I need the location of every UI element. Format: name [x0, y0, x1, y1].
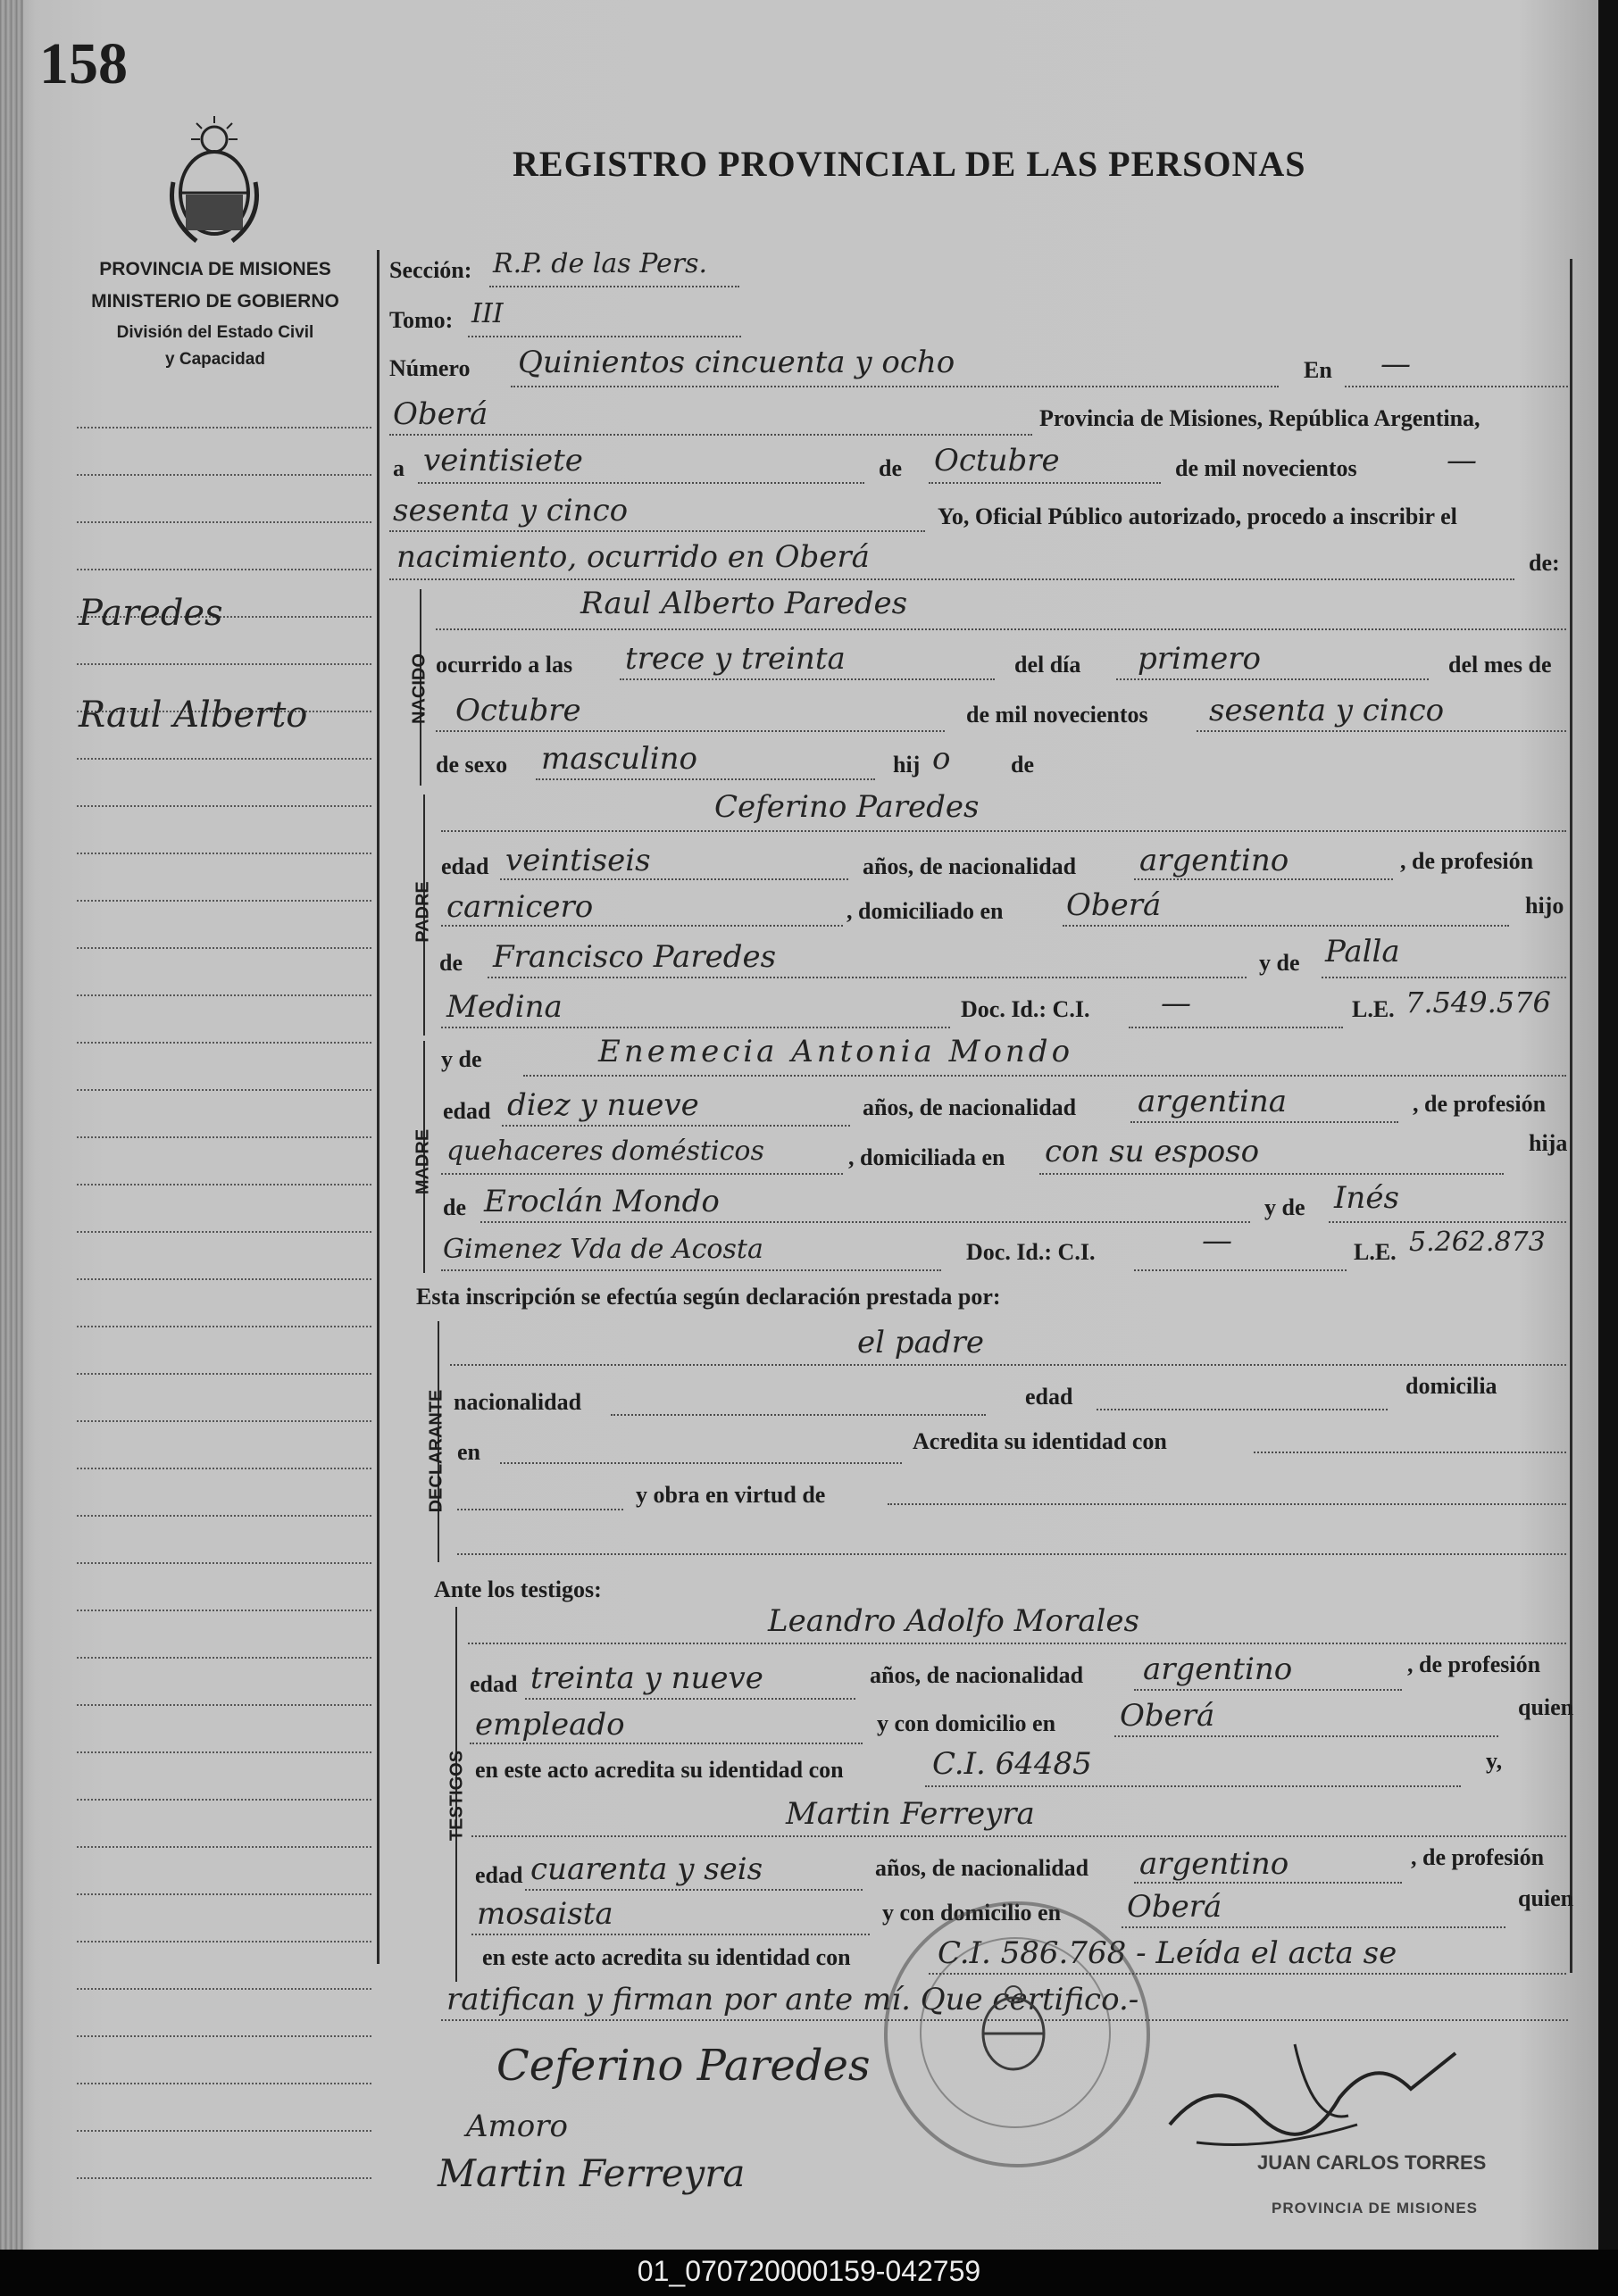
t1-nac-label: años, de nacionalidad — [870, 1662, 1084, 1688]
madre-hija-label: hija — [1529, 1130, 1568, 1156]
margin-line — [77, 1136, 371, 1138]
madre-yde2-label: y de — [1264, 1194, 1305, 1220]
signature-witness: Martin Ferreyra — [438, 2151, 746, 2195]
margin-surname: Paredes — [79, 593, 223, 634]
month-line — [929, 482, 1161, 484]
padre-edad-label: edad — [441, 853, 489, 879]
madre-mother-value: Inés — [1334, 1180, 1399, 1216]
page-number: 158 — [39, 31, 128, 96]
seccion-label: Sección: — [389, 257, 472, 283]
margin-line — [77, 1799, 371, 1801]
t2-nac-line — [1134, 1882, 1402, 1884]
margin-line — [77, 474, 371, 476]
margin-line — [77, 663, 371, 665]
year-value: sesenta y cinco — [393, 493, 629, 528]
testigos-section-label: TESTIGOS — [446, 1750, 467, 1842]
t2-doc-value: C.I. 586.768 - Leída el acta se — [938, 1935, 1397, 1971]
seccion-line — [489, 286, 739, 287]
declarante-extra-line — [457, 1553, 1566, 1555]
t2-quien-label: quien — [1518, 1885, 1574, 1911]
dia-label: del día — [1014, 652, 1081, 678]
nacido-name: Raul Alberto Paredes — [580, 586, 908, 621]
t2-edad-line — [525, 1889, 863, 1891]
madre-edad-value: diez y nueve — [507, 1087, 699, 1123]
t2-prof-line — [471, 1934, 870, 1935]
madre-doc-label: Doc. Id.: C.I. — [966, 1239, 1096, 1265]
ante-testigos-label: Ante los testigos: — [434, 1576, 602, 1602]
t2-prof-value: mosaista — [477, 1896, 613, 1932]
oficial-text: Yo, Oficial Público autorizado, procedo a inscribir el — [938, 503, 1457, 529]
madre-mother-value2: Gimenez Vda de Acosta — [443, 1234, 763, 1265]
official-name: JUAN CARLOS TORRES — [1257, 2151, 1487, 2174]
scan-filename: 01_070720000159-042759 — [637, 2255, 981, 2287]
signature-amoro: Amoro — [466, 2109, 568, 2144]
margin-line — [77, 1184, 371, 1185]
madre-name-line — [523, 1075, 1566, 1077]
month-value: Octubre — [934, 443, 1060, 478]
t2-edad-value: cuarenta y seis — [530, 1851, 763, 1887]
madre-name: Enemecia Antonia Mondo — [598, 1034, 1074, 1069]
t1-nac-value: argentino — [1143, 1651, 1293, 1687]
place-value: Oberá — [393, 396, 488, 432]
t1-edad-label: edad — [470, 1671, 518, 1697]
margin-line — [77, 853, 371, 854]
declarante-virtud-line — [888, 1503, 1566, 1505]
margin-line — [77, 427, 371, 428]
seccion-value: R.P. de las Pers. — [493, 248, 708, 279]
padre-doc-line — [1129, 1027, 1343, 1028]
padre-name: Ceferino Paredes — [714, 789, 980, 825]
declarante-en-label: en — [457, 1439, 480, 1465]
padre-nac-label: años, de nacionalidad — [863, 853, 1077, 879]
declarante-edad-line — [1097, 1409, 1388, 1410]
t2-dom-value: Oberá — [1127, 1889, 1222, 1925]
margin-line — [77, 1373, 371, 1375]
padre-dom-line — [1063, 925, 1509, 927]
declarante-nac-line — [611, 1414, 986, 1416]
margin-line — [77, 1562, 371, 1564]
acto-value: nacimiento, ocurrido en Oberá — [396, 539, 870, 575]
province-text: Provincia de Misiones, República Argentina, — [1039, 405, 1480, 431]
sexo-value: masculino — [541, 741, 698, 777]
declarante-virtud-line-left — [457, 1509, 623, 1510]
padre-father-line — [488, 977, 1247, 978]
t1-prof-value: empleado — [475, 1707, 625, 1743]
tomo-value: III — [471, 298, 504, 329]
t1-quien-label: quien — [1518, 1694, 1574, 1720]
madre-le-value: 5.262.873 — [1409, 1227, 1546, 1258]
signature-father: Ceferino Paredes — [496, 2041, 871, 2091]
padre-mother-value: Palla — [1325, 934, 1400, 969]
madre-nac-line — [1130, 1121, 1398, 1123]
mes-label: del mes de — [1448, 652, 1552, 678]
anio-value: sesenta y cinco — [1209, 693, 1445, 728]
madre-prof-value: quehaceres domésticos — [446, 1136, 764, 1167]
mes-value: Octubre — [455, 693, 581, 728]
margin-line — [77, 1042, 371, 1044]
anio-line — [1197, 730, 1566, 732]
margin-line — [77, 1704, 371, 1706]
padre-doc-value: — — [1161, 986, 1191, 1021]
madre-nac-label: años, de nacionalidad — [863, 1094, 1077, 1120]
margin-line — [77, 2035, 371, 2037]
madre-prof-line — [441, 1173, 843, 1175]
division-name-2: y Capacidad — [165, 350, 265, 369]
madre-dom-label: , domiciliada en — [848, 1144, 1005, 1170]
padre-name-line — [441, 830, 1566, 832]
nacido-section-label: NACIDO — [409, 653, 430, 724]
margin-line — [77, 521, 371, 523]
t1-dom-value: Oberá — [1120, 1698, 1215, 1734]
padre-section-label: PADRE — [413, 881, 433, 943]
province-name: PROVINCIA DE MISIONES — [99, 259, 331, 279]
book-spine — [0, 0, 23, 2250]
t1-prof-label: , de profesión — [1407, 1651, 1541, 1677]
hora-value: trece y treinta — [625, 641, 846, 677]
margin-given-names: Raul Alberto — [79, 695, 308, 736]
declarant-value: el padre — [857, 1325, 984, 1360]
t1-y-label: y, — [1486, 1748, 1503, 1774]
t1-nac-line — [1134, 1689, 1402, 1691]
year-line — [389, 530, 925, 532]
dia-line — [1116, 678, 1429, 680]
madre-mother-line — [1329, 1221, 1566, 1223]
day-value: veintisiete — [423, 443, 583, 478]
t1-dom-line — [1114, 1735, 1498, 1737]
place-line — [389, 434, 1032, 436]
margin-line — [77, 1468, 371, 1469]
padre-doc-label: Doc. Id.: C.I. — [961, 996, 1090, 1022]
margin-line — [77, 2177, 371, 2179]
madre-father-line — [480, 1221, 1250, 1223]
declarante-acredita-line — [1254, 1452, 1566, 1453]
padre-mother-line — [1322, 977, 1566, 978]
margin-line — [77, 1420, 371, 1422]
madre-yde-label: y de — [441, 1046, 482, 1072]
padre-yde-label: y de — [1259, 950, 1300, 976]
margin-line — [77, 900, 371, 902]
t1-doc-value: C.I. 64485 — [932, 1746, 1092, 1782]
seal-emblem-icon — [964, 1982, 1063, 2080]
t1-acredita-label: en este acto acredita su identidad con — [475, 1757, 844, 1783]
nacido-de-label: de — [1011, 752, 1034, 778]
padre-mother-value2: Medina — [446, 989, 563, 1025]
official-signature-scribble-icon — [1161, 2017, 1482, 2160]
madre-dom-value: con su esposo — [1045, 1134, 1260, 1169]
mil-value: — — [1447, 443, 1477, 478]
margin-line — [77, 569, 371, 570]
t1-name-line — [468, 1643, 1566, 1644]
declarant-line — [450, 1364, 1566, 1366]
division-name: División del Estado Civil — [116, 323, 314, 342]
madre-father-value: Eroclán Mondo — [484, 1184, 720, 1219]
margin-line — [77, 1231, 371, 1233]
de-end-label: de: — [1529, 550, 1560, 576]
document-title: REGISTRO PROVINCIAL DE LAS PERSONAS — [513, 144, 1306, 184]
margin-line — [77, 1278, 371, 1280]
t1-prof-line — [470, 1743, 863, 1744]
t2-dom-line — [1122, 1926, 1505, 1928]
de-label: de — [879, 455, 902, 481]
madre-nac-value: argentina — [1138, 1084, 1288, 1119]
margin-line — [77, 2083, 371, 2084]
dia-value: primero — [1138, 641, 1261, 677]
padre-edad-line — [500, 878, 848, 880]
declarante-domicilia-label: domicilia — [1405, 1373, 1497, 1399]
padre-le-value: 7.549.576 — [1405, 986, 1551, 1019]
margin-line — [77, 1515, 371, 1517]
t1-doc-line — [925, 1785, 1461, 1787]
madre-section-label: MADRE — [413, 1128, 433, 1195]
padre-de-label: de — [439, 950, 463, 976]
en-line — [1345, 386, 1568, 387]
padre-prof-value: carnicero — [446, 889, 594, 925]
padre-nac-value: argentino — [1139, 843, 1289, 878]
margin-line — [77, 2130, 371, 2132]
margin-line — [77, 1941, 371, 1942]
closing-text: ratifican y firman por ante mí. Que certifico.- — [446, 1982, 1139, 2017]
declarante-virtud-label: y obra en virtud de — [636, 1482, 826, 1508]
madre-le-label: L.E. — [1354, 1239, 1397, 1265]
madre-edad-label: edad — [443, 1098, 491, 1124]
hora-line — [620, 678, 995, 680]
madre-de-label: de — [443, 1194, 466, 1220]
sexo-line — [536, 778, 875, 780]
margin-line — [77, 758, 371, 760]
hij-label: hij — [893, 752, 921, 778]
padre-prof-line — [441, 925, 843, 927]
t2-name: Martin Ferreyra — [786, 1796, 1035, 1832]
ocurrido-label: ocurrido a las — [436, 652, 573, 678]
numero-line — [511, 386, 1279, 387]
t1-edad-value: treinta y nueve — [530, 1660, 763, 1696]
coat-of-arms-icon — [161, 111, 268, 245]
t1-dom-label: y con domicilio en — [877, 1710, 1056, 1736]
margin-line — [77, 805, 371, 807]
margin-line — [77, 1988, 371, 1990]
margin-line — [77, 1751, 371, 1753]
t2-nac-value: argentino — [1139, 1846, 1289, 1882]
margin-line — [77, 1657, 371, 1659]
margin-line — [77, 1846, 371, 1848]
padre-hijo-label: hijo — [1525, 893, 1564, 919]
padre-prof-label: , de profesión — [1400, 848, 1534, 874]
padre-edad-value: veintiseis — [505, 843, 651, 878]
tomo-label: Tomo: — [389, 307, 454, 333]
margin-line — [77, 1610, 371, 1611]
t2-edad-label: edad — [475, 1862, 523, 1888]
madre-prof-label: , de profesión — [1413, 1091, 1547, 1117]
frame-left-border — [377, 250, 379, 1964]
declarante-nac-label: nacionalidad — [454, 1389, 582, 1415]
declarante-edad-label: edad — [1025, 1384, 1073, 1410]
margin-line — [77, 1089, 371, 1091]
numero-value: Quinientos cincuenta y ocho — [518, 345, 955, 380]
margin-line — [77, 994, 371, 996]
t2-prof-label: , de profesión — [1411, 1844, 1545, 1870]
nacido-mil-label: de mil novecientos — [966, 702, 1148, 728]
day-line — [418, 482, 864, 484]
t2-nac-label: años, de nacionalidad — [875, 1855, 1089, 1881]
tomo-line — [468, 336, 741, 337]
nacido-name-line — [436, 628, 1566, 630]
padre-le-label: L.E. — [1352, 996, 1395, 1022]
en-value: — — [1380, 346, 1411, 382]
declaracion-text: Esta inscripción se efectúa según declaración prestada por: — [416, 1284, 1001, 1310]
t2-acredita-label: en este acto acredita su identidad con — [482, 1944, 851, 1970]
t1-edad-line — [525, 1698, 855, 1700]
declarante-section-label: DECLARANTE — [426, 1389, 446, 1513]
madre-doc-value: — — [1202, 1223, 1232, 1259]
sexo-label: de sexo — [436, 752, 508, 778]
margin-line — [77, 947, 371, 949]
t2-dom-label: y con domicilio en — [882, 1900, 1062, 1926]
numero-label: Número — [389, 355, 471, 381]
en-label: En — [1304, 357, 1332, 383]
madre-doc-line — [1134, 1269, 1347, 1271]
t2-name-line — [471, 1835, 1566, 1837]
hij-value: o — [932, 741, 951, 777]
mil-label: de mil novecientos — [1175, 455, 1357, 481]
madre-dom-line — [1039, 1173, 1504, 1175]
margin-line — [77, 1326, 371, 1327]
padre-dom-label: , domiciliado en — [847, 898, 1004, 924]
a-label: a — [393, 455, 404, 481]
madre-mother-line2 — [441, 1269, 941, 1271]
ministry-name: MINISTERIO DE GOBIERNO — [91, 291, 339, 312]
padre-mother-line2 — [441, 1027, 950, 1028]
mes-line — [436, 730, 945, 732]
margin-line — [77, 1893, 371, 1895]
declarante-acredita-label: Acredita su identidad con — [913, 1428, 1167, 1454]
official-province: PROVINCIA DE MISIONES — [1272, 2200, 1479, 2217]
padre-nac-line — [1134, 878, 1393, 880]
madre-edad-line — [502, 1125, 850, 1127]
padre-father-value: Francisco Paredes — [493, 939, 777, 975]
declarante-en-line — [500, 1462, 902, 1464]
t1-name: Leandro Adolfo Morales — [768, 1603, 1139, 1639]
acto-line — [389, 578, 1514, 580]
padre-dom-value: Oberá — [1066, 887, 1162, 923]
